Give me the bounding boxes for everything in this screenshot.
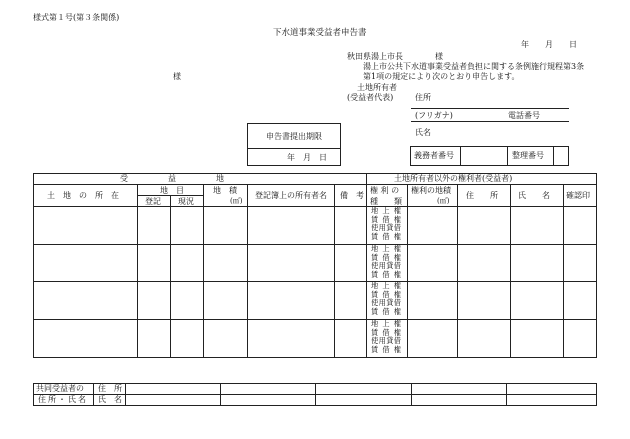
owner-label-1: 土地所有者 <box>357 83 397 92</box>
phone-label: 電話番号 <box>508 111 540 120</box>
obligor-number-label: 義務者番号 <box>414 151 454 160</box>
page-title: 下水道事業受益者申告書 <box>273 28 367 38</box>
rights-kinds-row-1: 地上権 賃借権 使用貸借 賃借権 <box>371 206 401 241</box>
address-header: 住 所 <box>466 191 498 200</box>
deadline-date: 年 月 日 <box>287 153 327 162</box>
area-header: 地 積 <box>213 186 237 195</box>
address-label: 住所 <box>415 93 431 102</box>
footer-address-label: 住 所 <box>98 384 122 393</box>
remarks-header: 備 考 <box>340 191 364 200</box>
right-kind-header-1: 権 利 の <box>370 186 400 195</box>
seal-header: 確認印 <box>566 191 590 200</box>
registered-header: 登記 <box>145 197 161 206</box>
location-header: 土 地 の 所 在 <box>47 191 119 200</box>
furigana-underline <box>411 121 569 122</box>
name-label: 氏名 <box>415 128 431 137</box>
right-kind-header-2: 種 類 <box>370 197 402 206</box>
furigana-label: (フリガナ) <box>415 111 453 120</box>
chimoku-header: 地 目 <box>160 186 184 195</box>
right-area-unit: (㎡) <box>437 197 450 205</box>
name-header: 氏 名 <box>518 191 550 200</box>
address-underline <box>411 108 569 109</box>
registry-owner-header: 登記簿上の所有者名 <box>255 191 327 200</box>
other-rights-header: 土地所有者以外の権利者(受益者) <box>394 174 513 183</box>
rights-kinds-row-4: 地上権 賃借権 使用貸借 賃借権 <box>371 319 401 354</box>
current-header: 現況 <box>178 197 194 206</box>
regulation-line-1: 湯上市公共下水道事業受益者負担に関する条例施行規程第3条 <box>363 62 585 71</box>
area-unit: (㎡) <box>230 197 243 205</box>
deadline-label: 申告書提出期限 <box>266 132 322 141</box>
benefit-land-header: 受 益 地 <box>120 174 224 183</box>
right-area-header: 権利の地積 <box>411 186 451 195</box>
sama-label: 様 <box>173 72 181 81</box>
rights-kinds-row-2: 地上権 賃借権 使用貸借 賃借権 <box>371 244 401 279</box>
form-number: 様式第１号(第３条関係) <box>33 13 120 22</box>
reference-number-label: 整理番号 <box>512 151 544 160</box>
mayor-line: 秋田県湯上市長 様 <box>347 52 443 61</box>
co-beneficiary-label: 共同受益者の <box>36 384 84 393</box>
date-line: 年 月 日 <box>521 40 577 49</box>
main-table <box>33 173 597 358</box>
owner-label-2: (受益者代表) <box>347 93 394 102</box>
address-name-label: 住所・氏名 <box>38 395 88 404</box>
regulation-line-2: 第1項の規定により次のとおり申告します。 <box>363 72 520 81</box>
rights-kinds-row-3: 地上権 賃借権 使用貸借 賃借権 <box>371 281 401 316</box>
footer-name-label: 氏 名 <box>98 395 122 404</box>
